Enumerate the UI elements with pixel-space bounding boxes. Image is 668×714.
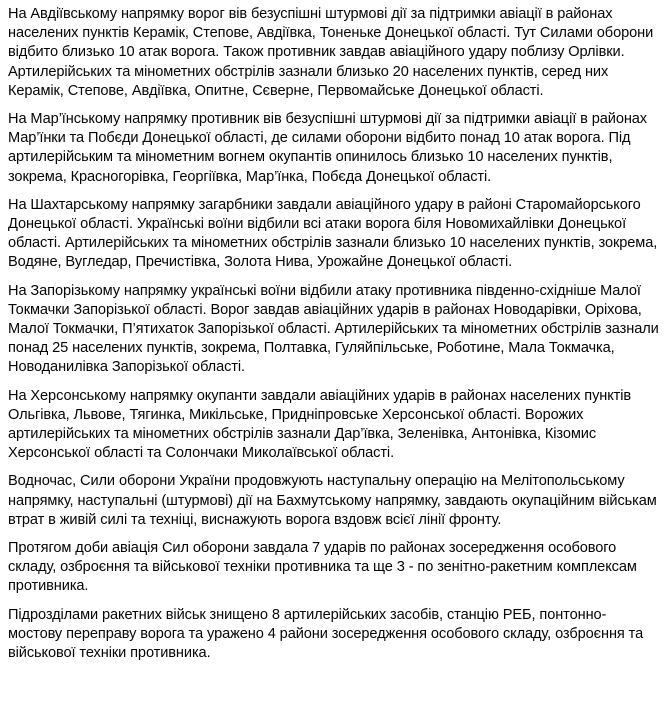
paragraph-zaporizkyi-direction: На Запорізькому напрямку українські воїни відбили атаку противника південно-східніше Малої Токмачки Запорізької області. Ворог завдав авіаційних ударів в районах Новодарівки, Оріхова, Малої Токмачки, П’ятихаток Запорізької області. Артилерійських та мінометних обстрілів зазнали понад 25 населених пунктів, зокрема, Полтавка, Гуляйпільське, Роботине, Мала Токмачка, Новоданилівка Запорізької області. xyxy=(8,282,659,376)
paragraph-mariinskyi-direction: На Мар’їнському напрямку противник вів безуспішні штурмові дії за підтримки авіації в районах Мар’їнки та Побєди Донецької області, де силами оборони відбито понад 10 атак ворога. Під артилерійським та мінометним вогнем окупантів опинилось близько 10 населених пунктів, зокрема, Красногорівка, Георгіївка, Мар’їнка, Побєда Донецької області. xyxy=(8,111,648,185)
paragraph-missile-forces: Підрозділами ракетних військ знищено 8 артилерійських засобів, станцію РЕБ, понтонно-мостову переправу ворога та уражено 4 райони зосередження особового складу, озброєння та військової техніки противника. xyxy=(8,606,644,662)
paragraph-offensive-summary: Водночас, Сили оборони України продовжують наступальну операцію на Мелітопольському напрямку, наступальні (штурмові) дії на Бахмутському напрямку, завдають окупаційним військам втрат в живій силі та техніці, виснажують ворога вздовж всієї лінії фронту. xyxy=(8,473,657,528)
paragraph-aviation-strikes: Протягом доби авіація Сил оборони завдала 7 ударів по районах зосередження особового складу, озброєння та військової техніки противника та ще 3 - по зенітно-ракетним комплексам противника. xyxy=(8,540,637,595)
paragraph-shakhtarskyi-direction: На Шахтарському напрямку загарбники завдали авіаційного удару в районі Старомайорського Донецької області. Українські воїни відбили всі атаки ворога біля Новомихайлівки Донецької області. Артилерійських та мінометних обстрілів зазнали близько 10 населених пунктів, зокрема, Водяне, Вугледар, Пречистівка, Золота Нива, Урожайне Донецької області. xyxy=(8,196,658,271)
paragraph-avdiivskyi-direction: На Авдіївському напрямку ворог вів безуспішні штурмові дії за підтримки авіації в районах населених пунктів Керамік, Степове, Авдіївка, Тоненьке Донецької області. Тут Силами оборони відбито близько 10 атак ворога. Також противник завдав авіаційного удару поблизу Орлівки. Артилерійських та мінометних обстрілів зазнали близько 20 населених пунктів, серед них Керамік, Степове, Авдіївка, Опитне, Сєверне, Первомайське Донецької області. xyxy=(8,6,654,99)
paragraph-khersonskyi-direction: На Херсонському напрямку окупанти завдали авіаційних ударів в районах населених пунктів Ольгівка, Львове, Тягинка, Микільське, Придніпровське Херсонської області. Ворожих артилерійських та мінометних обстрілів зазнали Дар’ївка, Зеленівка, Антонівка, Кізомис Херсонської області та Солончаки Миколаївської області. xyxy=(8,387,632,462)
